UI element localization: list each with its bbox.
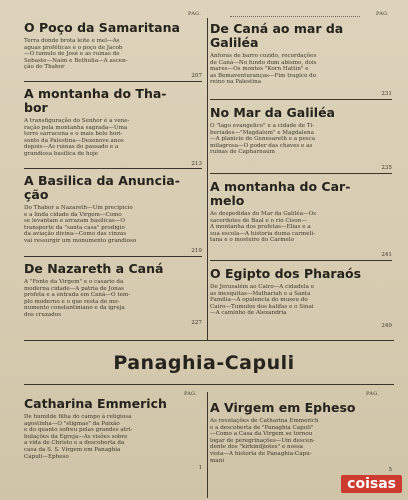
entry-summary: As despedidas do Mar da Galiléa—Os sacerdotes de Baal e o rio Cison— A montanha dos profetas—Elias e a sua escola—A historia duma carmeli- tana e o mosteiro do Carmelo [210, 211, 317, 244]
entry-page-number: 249 [381, 323, 392, 329]
entry-separator [24, 168, 202, 169]
entry-title: O Egipto dos Pharaós [210, 266, 362, 281]
entry-separator [24, 256, 202, 257]
entry-page-number: 227 [191, 320, 202, 326]
toc-entry [24, 87, 202, 167]
entry-page-number: 5 [388, 467, 392, 473]
toc-entry [24, 174, 202, 254]
entry-page-number: 213 [191, 161, 202, 167]
column-divider-lower [207, 392, 208, 498]
entry-summary: A transfiguração do Senhor é a vene- ração pela montanha sagrada—Uma torre sarracena e o mais belo hori- sonte da Palestina—Dezenove anos depois—As ruinas do passado e a grandiosa basilica de hoje [24, 118, 130, 157]
entry-summary: De Jerusalém ao Cairo—A cidadela e as mesquitas—Mathariah e a Santa Familia—A opulencia do museu do Cairo—Tumulos dos kalifas e o Sinai —A caminho de Alexandria [210, 284, 315, 317]
page-column-label-left: PAG. [184, 391, 198, 397]
entry-title: A Virgem em Epheso [210, 400, 356, 415]
top-dotted-rule [230, 16, 360, 17]
entry-title: A montanha do Car- melo [210, 179, 351, 208]
toc-entry [24, 397, 202, 471]
column-divider-upper [207, 18, 208, 340]
section-separator [24, 340, 394, 341]
section-title: Panaghia-Capuli [113, 352, 295, 374]
entry-title: No Mar da Galiléa [210, 105, 335, 120]
entry-page-number: 1 [198, 465, 202, 471]
page-column-label-right: PAG. [376, 11, 390, 17]
entry-summary: O "lago evangelico" e a cidade de Ti- beriades—"Magdalum" e Magdalena —A planicie de Genesareth e a pesca milagrosa—O poder das chaves e as ruinas de Capharnaum [210, 123, 316, 156]
entry-title: De Caná ao mar da Galiléa [210, 21, 344, 50]
entry-title: De Nazareth a Caná [24, 261, 164, 276]
entry-separator [210, 173, 392, 174]
watermark-logo: coisas [341, 475, 402, 493]
page-column-label-right: PAG. [366, 391, 380, 397]
toc-entry [210, 22, 392, 97]
toc-entry [210, 106, 392, 171]
toc-entry [24, 262, 202, 326]
entry-summary: As revelações de Catharina Emmerich e a descoberta de "Panaghia Capuli" —Como a Casa da Virgem se tornou logar de peregrinações—Um descen- dente dos "kirkindjiotes" e nossa vista—A historia de Panaghia-Capu- mani [210, 418, 319, 464]
toc-entry [210, 267, 392, 329]
entry-summary: Do Thabor a Nazareth—Um precipicio e a linda cidade da Virgem—Como se levantam e arrazam basilicas—O transporte da "santa casa" prodigio da aviação divina—Como das cinzas vai ressurgir um monumento grandioso [24, 205, 137, 244]
entry-summary: A "Fonte da Virgem" e o casario da moderna cidade—A patria de Jonas profeta e a entrada em Caná—O tem- plo moderno e o que resta do mo- numento constantiniano e da igreja dos cruzados [24, 279, 131, 318]
page-column-label-left: PAG. [188, 11, 202, 17]
entry-title: A Basilica da Anuncia- ção [24, 173, 180, 202]
entry-page-number: 235 [381, 165, 392, 171]
entry-title: O Poço da Samaritana [24, 20, 180, 35]
entry-summary: Anforas de barro cozido, recordações de Caná—No fundo dum abismo, dois mares—Os montes "Korn Hattin" e as Bemaventuranças—Fim tragico do reino na Palestina [210, 53, 317, 86]
entry-separator [210, 99, 392, 100]
section-separator [24, 384, 394, 385]
entry-summary: Terra donde brota leite e mel—As aguas proféticas e o poço de Jacob —O tumulo de José e as ruinas de Sebaste—Naim e Bethulia—A ascen- ção do Thabor [24, 38, 128, 71]
entry-separator [24, 81, 202, 82]
entry-page-number: 207 [191, 73, 202, 79]
toc-entry [24, 21, 202, 79]
entry-separator [210, 260, 392, 261]
toc-entry [210, 401, 392, 473]
entry-title: Catharina Emmerich [24, 396, 167, 411]
toc-entry [210, 180, 392, 258]
entry-title: A montanha do Tha- bor [24, 86, 167, 115]
entry-summary: De humilde filha do campo à religiosa agostinha—O "stigmas" da Paixão e do quanto sofreu pelas grandes atri- bulações da Egreja—As visões sobre a vida de Christo e a descoberta da casa da S. S. Virgem em Panaghia Capuli—Epheso [24, 414, 133, 460]
entry-page-number: 219 [191, 248, 202, 254]
entry-page-number: 241 [381, 252, 392, 258]
entry-page-number: 231 [381, 91, 392, 97]
